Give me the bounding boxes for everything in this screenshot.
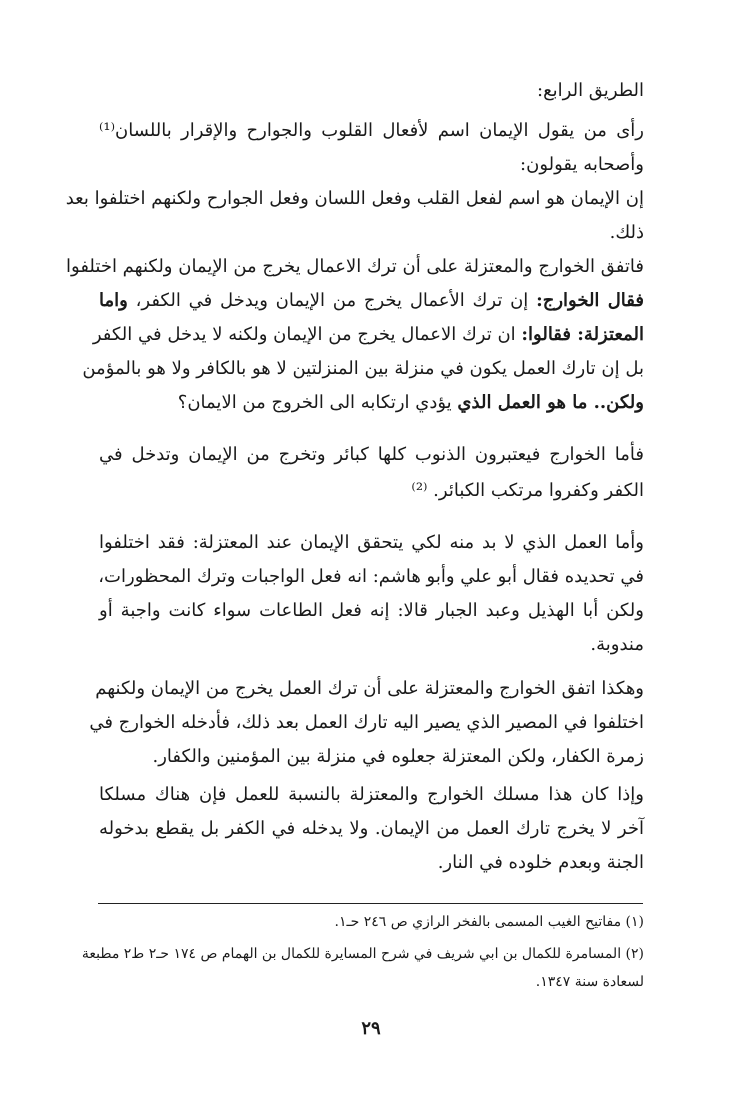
section-heading-text: الطريق الرابع: <box>537 80 644 101</box>
paragraph-5-line-1-text: وأما العمل الذي لا بد منه لكي يتحقق الإيمان عند المعتزلة: فقد اختلفوا <box>99 532 644 553</box>
paragraph-3-line-5 <box>99 394 644 428</box>
footnote-2-line-2-text: لسعادة سنة ١٣٤٧. <box>535 974 644 990</box>
paragraph-3-line-2-text: إن ترك الأعمال يخرج من الإيمان ويدخل في الكفر، <box>127 290 537 311</box>
paragraph-7-line-1-text: وإذا كان هذا مسلك الخوارج والمعتزلة بالنسبة للعمل فإن هناك مسلكا <box>99 784 644 805</box>
paragraph-5-line-3-text: ولكن أبا الهذيل وعبد الجبار قالا: إنه فعل الطاعات سواء كانت واجبة أو <box>99 600 644 621</box>
paragraph-3-line-5-text: يؤدي ارتكابه الى الخروج من الايمان؟ <box>177 392 458 413</box>
paragraph-3-line-4-text: بل إن تارك العمل يكون في منزلة بين المنزلتين لا هو بالكافر ولا هو بالمؤمن <box>82 358 644 379</box>
paragraph-6-line-1 <box>95 678 644 714</box>
paragraph-2-line-2 <box>99 224 644 258</box>
paragraph-1-line-2 <box>99 156 644 190</box>
footnote-2-line-1 <box>81 946 644 962</box>
paragraph-5-line-4-text: مندوبة. <box>590 634 644 655</box>
paragraph-1-line-2-text: وأصحابه يقولون: <box>520 154 644 175</box>
paragraph-3-line-1 <box>66 256 644 292</box>
paragraph-4-line-2 <box>99 482 644 516</box>
mutazila-said-bold: المعتزلة: فقالوا: <box>521 324 644 345</box>
section-heading <box>99 82 644 116</box>
paragraph-1-line-1-text: رأى من يقول الإيمان اسم لأفعال القلوب والجوارح والإقرار باللسان⁽¹⁾ <box>99 120 644 141</box>
paragraph-5-line-2-text: في تحديده فقال أبو علي وأبو هاشم: انه فعل الواجبات وترك المحظورات، <box>98 566 644 587</box>
paragraph-6-line-3 <box>99 748 644 782</box>
paragraph-6-line-1-text: وهكذا اتفق الخوارج والمعتزلة على أن ترك العمل يخرج من الإيمان ولكنهم <box>95 678 644 699</box>
paragraph-4-line-1-text: فأما الخوارج فيعتبرون الذنوب كلها كبائر وتخرج من الإيمان وتدخل في <box>99 444 644 465</box>
paragraph-6-line-3-text: زمرة الكفار، ولكن المعتزلة جعلوه في منزلة بين المؤمنين والكفار. <box>152 746 644 767</box>
and-as-for-bold: واما <box>99 290 128 311</box>
paragraph-3-line-3 <box>92 324 644 360</box>
paragraph-5-line-3 <box>99 602 644 636</box>
footnote-2-line-2 <box>99 974 644 990</box>
paragraph-6-line-2 <box>89 712 644 748</box>
paragraph-7-line-2 <box>99 820 644 854</box>
footnote-1-text: (١) مفاتيح الغيب المسمى بالفخر الرازي ص ٢٤٦ حـ١. <box>334 914 644 930</box>
question-bold: ولكن.. ما هو العمل الذي <box>457 392 644 413</box>
paragraph-7-line-2-text: آخر لا يخرج تارك العمل من الإيمان. ولا يدخله في الكفر بل يقطع بدخوله <box>99 818 644 839</box>
paragraph-4-line-2-text: الكفر وكفروا مرتكب الكبائر. ⁽²⁾ <box>411 480 644 501</box>
footnote-divider <box>98 903 643 904</box>
paragraph-4-line-1 <box>99 446 644 480</box>
paragraph-1-line-1 <box>99 122 644 156</box>
paragraph-6-line-2-text: اختلفوا في المصير الذي يصير اليه تارك العمل بعد ذلك، فأدخله الخوارج في <box>89 712 644 733</box>
footnote-2-line-1-text: (٢) المسامرة للكمال بن ابي شريف في شرح المسايرة للكمال بن الهمام ص ١٧٤ حـ٢ ط٢ مطبعة <box>81 946 644 962</box>
paragraph-7-line-3-text: الجنة وبعدم خلوده في النار. <box>437 852 644 873</box>
paragraph-5-line-1 <box>99 534 644 568</box>
paragraph-3-line-3-text: ان ترك الاعمال يخرج من الإيمان ولكنه لا يدخل في الكفر <box>92 324 522 345</box>
khawarij-said-bold: فقال الخوارج: <box>536 290 644 311</box>
footnote-1 <box>99 914 644 930</box>
paragraph-2-line-2-text: ذلك. <box>609 222 644 243</box>
paragraph-2-line-1-text: إن الإيمان هو اسم لفعل القلب وفعل اللسان وفعل الجوارح ولكنهم اختلفوا بعد <box>65 188 644 209</box>
paragraph-7-line-1 <box>99 786 644 820</box>
page-number: ٢٩ <box>361 1018 381 1039</box>
paragraph-7-line-3 <box>99 854 644 888</box>
paragraph-3-line-2 <box>99 292 644 326</box>
paragraph-3-line-1-text: فاتفق الخوارج والمعتزلة على أن ترك الاعمال يخرج من الإيمان ولكنهم اختلفوا <box>66 256 644 277</box>
paragraph-5-line-2 <box>99 568 644 602</box>
paragraph-5-line-4 <box>99 636 644 670</box>
paragraph-3-line-4 <box>82 358 644 394</box>
paragraph-2-line-1 <box>65 188 644 224</box>
